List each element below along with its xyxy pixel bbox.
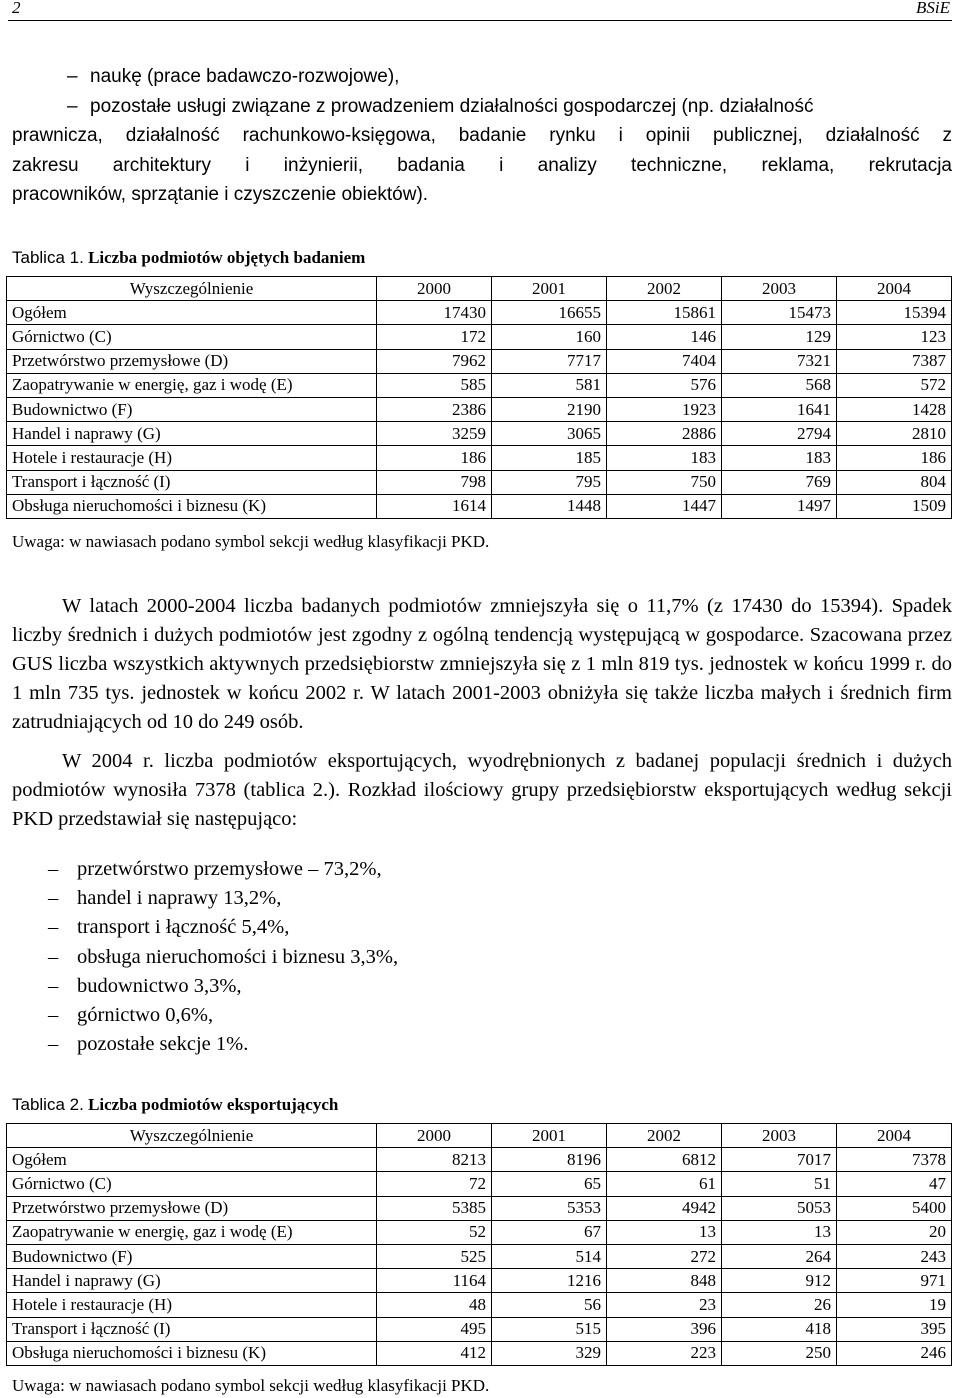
value-cell: 1614 <box>377 494 492 518</box>
table2-label: Tablica 2. <box>12 1095 84 1114</box>
value-cell: 572 <box>837 373 952 397</box>
value-cell: 3065 <box>492 422 607 446</box>
intro-bullet: – pozostałe usługi związane z prowadzeniem działalności gospodarczej (np. działalność <box>12 92 952 122</box>
value-cell: 8196 <box>492 1148 607 1172</box>
value-cell: 185 <box>492 446 607 470</box>
value-cell: 26 <box>722 1293 837 1317</box>
value-cell: 250 <box>722 1341 837 1365</box>
value-cell: 1641 <box>722 397 837 421</box>
row-label-cell: Transport i łączność (I) <box>7 1317 377 1341</box>
table-header-row <box>7 277 952 301</box>
value-cell: 7962 <box>377 349 492 373</box>
table1-note: Uwaga: w nawiasach podano symbol sekcji według klasyfikacji PKD. <box>12 532 490 551</box>
value-cell: 7378 <box>837 1148 952 1172</box>
value-cell: 13 <box>722 1220 837 1244</box>
row-label-cell: Budownictwo (F) <box>7 397 377 421</box>
value-cell: 568 <box>722 373 837 397</box>
value-cell: 7717 <box>492 349 607 373</box>
value-cell: 51 <box>722 1172 837 1196</box>
value-cell: 418 <box>722 1317 837 1341</box>
row-label-cell: Obsługa nieruchomości i biznesu (K) <box>7 494 377 518</box>
value-cell: 4942 <box>607 1196 722 1220</box>
list-item: – budownictwo 3,3%, <box>12 972 912 1001</box>
value-cell: 183 <box>722 446 837 470</box>
value-cell: 2190 <box>492 397 607 421</box>
value-cell: 52 <box>377 1220 492 1244</box>
value-cell: 23 <box>607 1293 722 1317</box>
table-row <box>7 397 952 421</box>
value-cell: 1497 <box>722 494 837 518</box>
row-label-cell: Budownictwo (F) <box>7 1244 377 1268</box>
running-head: BSiE <box>916 0 950 17</box>
value-cell: 48 <box>377 1293 492 1317</box>
value-cell: 6812 <box>607 1148 722 1172</box>
value-cell: 72 <box>377 1172 492 1196</box>
table2-note: Uwaga: w nawiasach podano symbol sekcji według klasyfikacji PKD. <box>12 1376 490 1395</box>
value-cell: 15394 <box>837 301 952 325</box>
export-share-list <box>12 855 912 1059</box>
list-item: – pozostałe sekcje 1%. <box>12 1030 912 1059</box>
table2 <box>6 1123 952 1366</box>
row-label-cell: Ogółem <box>7 301 377 325</box>
table-row <box>7 325 952 349</box>
value-cell: 223 <box>607 1341 722 1365</box>
value-cell: 848 <box>607 1269 722 1293</box>
value-cell: 5400 <box>837 1196 952 1220</box>
value-cell: 515 <box>492 1317 607 1341</box>
value-cell: 1216 <box>492 1269 607 1293</box>
intro-continuation: zakresu architektury i inżynierii, badania i analizy techniczne, reklama, rekrutacja <box>12 154 952 176</box>
table1 <box>6 276 952 519</box>
value-cell: 129 <box>722 325 837 349</box>
table-row <box>7 1148 952 1172</box>
row-label-cell: Hotele i restauracje (H) <box>7 1293 377 1317</box>
value-cell: 243 <box>837 1244 952 1268</box>
value-cell: 5385 <box>377 1196 492 1220</box>
list-item: – obsługa nieruchomości i biznesu 3,3%, <box>12 943 912 972</box>
value-cell: 19 <box>837 1293 952 1317</box>
value-cell: 971 <box>837 1269 952 1293</box>
row-label-cell: Transport i łączność (I) <box>7 470 377 494</box>
value-cell: 15473 <box>722 301 837 325</box>
value-cell: 20 <box>837 1220 952 1244</box>
row-label-cell: Obsługa nieruchomości i biznesu (K) <box>7 1341 377 1365</box>
value-cell: 65 <box>492 1172 607 1196</box>
value-cell: 7017 <box>722 1148 837 1172</box>
table-row <box>7 1341 952 1365</box>
column-header: 2000 <box>377 277 492 301</box>
value-cell: 585 <box>377 373 492 397</box>
table-row <box>7 1269 952 1293</box>
row-label-cell: Handel i naprawy (G) <box>7 1269 377 1293</box>
table1-label: Tablica 1. <box>12 248 84 267</box>
column-header: 2004 <box>837 1124 952 1148</box>
table-row <box>7 1293 952 1317</box>
value-cell: 7387 <box>837 349 952 373</box>
paragraph: W latach 2000-2004 liczba badanych podmiotów zmniejszyła się o 11,7% (z 17430 do 15394). Spadek liczby średnich i dużych podmiotów jest zgodny z ogólną tendencją występującą w gospodarce. Szacowana przez GUS liczba wszystkich aktywnych przedsiębiorstw zmniejszyła się z 1 mln 819 tys. jednostek w końcu 1999 r. do 1 mln 735 tys. jednostek w końcu 2002 r. W latach 2001-2003 obniżyła się także liczba małych i średnich firm zatrudniających od 10 do 249 osób. <box>12 595 952 733</box>
row-label-cell: Zaopatrywanie w energię, gaz i wodę (E) <box>7 373 377 397</box>
table2-title: Liczba podmiotów eksportujących <box>88 1095 339 1114</box>
table-row <box>7 1196 952 1220</box>
row-label-cell: Ogółem <box>7 1148 377 1172</box>
value-cell: 2386 <box>377 397 492 421</box>
column-header: 2001 <box>492 1124 607 1148</box>
value-cell: 750 <box>607 470 722 494</box>
intro-continuation: pracowników, sprzątanie i czyszczenie obiektów). <box>12 184 429 205</box>
value-cell: 186 <box>837 446 952 470</box>
table-row <box>7 446 952 470</box>
row-label-cell: Hotele i restauracje (H) <box>7 446 377 470</box>
value-cell: 61 <box>607 1172 722 1196</box>
value-cell: 1164 <box>377 1269 492 1293</box>
value-cell: 67 <box>492 1220 607 1244</box>
table2-body <box>7 1148 952 1366</box>
row-label-cell: Handel i naprawy (G) <box>7 422 377 446</box>
page-number: 2 <box>12 0 21 17</box>
table1-caption <box>12 248 365 268</box>
list-item: – przetwórstwo przemysłowe – 73,2%, <box>12 855 912 884</box>
value-cell: 47 <box>837 1172 952 1196</box>
table-row <box>7 1244 952 1268</box>
value-cell: 804 <box>837 470 952 494</box>
value-cell: 395 <box>837 1317 952 1341</box>
column-header: 2003 <box>722 1124 837 1148</box>
column-header: 2001 <box>492 277 607 301</box>
row-label-cell: Górnictwo (C) <box>7 325 377 349</box>
table-row <box>7 349 952 373</box>
column-header: 2002 <box>607 1124 722 1148</box>
row-label-cell: Przetwórstwo przemysłowe (D) <box>7 349 377 373</box>
row-label-cell: Przetwórstwo przemysłowe (D) <box>7 1196 377 1220</box>
body-paragraphs <box>12 592 952 834</box>
intro-continuation: prawnicza, działalność rachunkowo-księgowa, badanie rynku i opinii publicznej, działalność z <box>12 125 952 146</box>
value-cell: 769 <box>722 470 837 494</box>
value-cell: 412 <box>377 1341 492 1365</box>
value-cell: 576 <box>607 373 722 397</box>
table-row <box>7 1317 952 1341</box>
value-cell: 272 <box>607 1244 722 1268</box>
table-row <box>7 470 952 494</box>
value-cell: 3259 <box>377 422 492 446</box>
value-cell: 1428 <box>837 397 952 421</box>
table1-title: Liczba podmiotów objętych badaniem <box>88 248 366 267</box>
table2-caption <box>12 1095 338 1115</box>
value-cell: 495 <box>377 1317 492 1341</box>
list-item: – górnictwo 0,6%, <box>12 1001 912 1030</box>
value-cell: 1447 <box>607 494 722 518</box>
column-header: Wyszczególnienie <box>7 277 377 301</box>
column-header: 2002 <box>607 277 722 301</box>
intro-list <box>12 62 952 210</box>
paragraph: W 2004 r. liczba podmiotów eksportujących, wyodrębnionych z badanej populacji średnich i dużych podmiotów wynosiła 7378 (tablica 2.). Rozkład ilościowy grupy przedsiębiorstw eksportujących według sekcji PKD przedstawiał się następująco: <box>12 750 952 830</box>
value-cell: 7404 <box>607 349 722 373</box>
value-cell: 1923 <box>607 397 722 421</box>
value-cell: 13 <box>607 1220 722 1244</box>
list-item: – transport i łączność 5,4%, <box>12 913 912 942</box>
value-cell: 581 <box>492 373 607 397</box>
table-row <box>7 1172 952 1196</box>
row-label-cell: Górnictwo (C) <box>7 1172 377 1196</box>
value-cell: 8213 <box>377 1148 492 1172</box>
row-label-cell: Zaopatrywanie w energię, gaz i wodę (E) <box>7 1220 377 1244</box>
column-header: 2004 <box>837 277 952 301</box>
table-row <box>7 422 952 446</box>
intro-bullet: – naukę (prace badawczo-rozwojowe), <box>12 62 952 92</box>
value-cell: 514 <box>492 1244 607 1268</box>
page-header <box>8 0 952 21</box>
value-cell: 1509 <box>837 494 952 518</box>
value-cell: 795 <box>492 470 607 494</box>
value-cell: 5053 <box>722 1196 837 1220</box>
table-row <box>7 494 952 518</box>
value-cell: 186 <box>377 446 492 470</box>
value-cell: 525 <box>377 1244 492 1268</box>
value-cell: 15861 <box>607 301 722 325</box>
value-cell: 912 <box>722 1269 837 1293</box>
table1-body <box>7 301 952 519</box>
value-cell: 56 <box>492 1293 607 1317</box>
value-cell: 5353 <box>492 1196 607 1220</box>
table-row <box>7 1220 952 1244</box>
value-cell: 246 <box>837 1341 952 1365</box>
value-cell: 2886 <box>607 422 722 446</box>
value-cell: 329 <box>492 1341 607 1365</box>
value-cell: 160 <box>492 325 607 349</box>
value-cell: 183 <box>607 446 722 470</box>
value-cell: 17430 <box>377 301 492 325</box>
table-header-row <box>7 1124 952 1148</box>
value-cell: 172 <box>377 325 492 349</box>
column-header: 2000 <box>377 1124 492 1148</box>
value-cell: 2810 <box>837 422 952 446</box>
value-cell: 123 <box>837 325 952 349</box>
list-item: – handel i naprawy 13,2%, <box>12 884 912 913</box>
table-row <box>7 301 952 325</box>
value-cell: 146 <box>607 325 722 349</box>
value-cell: 396 <box>607 1317 722 1341</box>
value-cell: 798 <box>377 470 492 494</box>
table-row <box>7 373 952 397</box>
value-cell: 264 <box>722 1244 837 1268</box>
value-cell: 2794 <box>722 422 837 446</box>
column-header: Wyszczególnienie <box>7 1124 377 1148</box>
column-header: 2003 <box>722 277 837 301</box>
value-cell: 7321 <box>722 349 837 373</box>
value-cell: 16655 <box>492 301 607 325</box>
value-cell: 1448 <box>492 494 607 518</box>
